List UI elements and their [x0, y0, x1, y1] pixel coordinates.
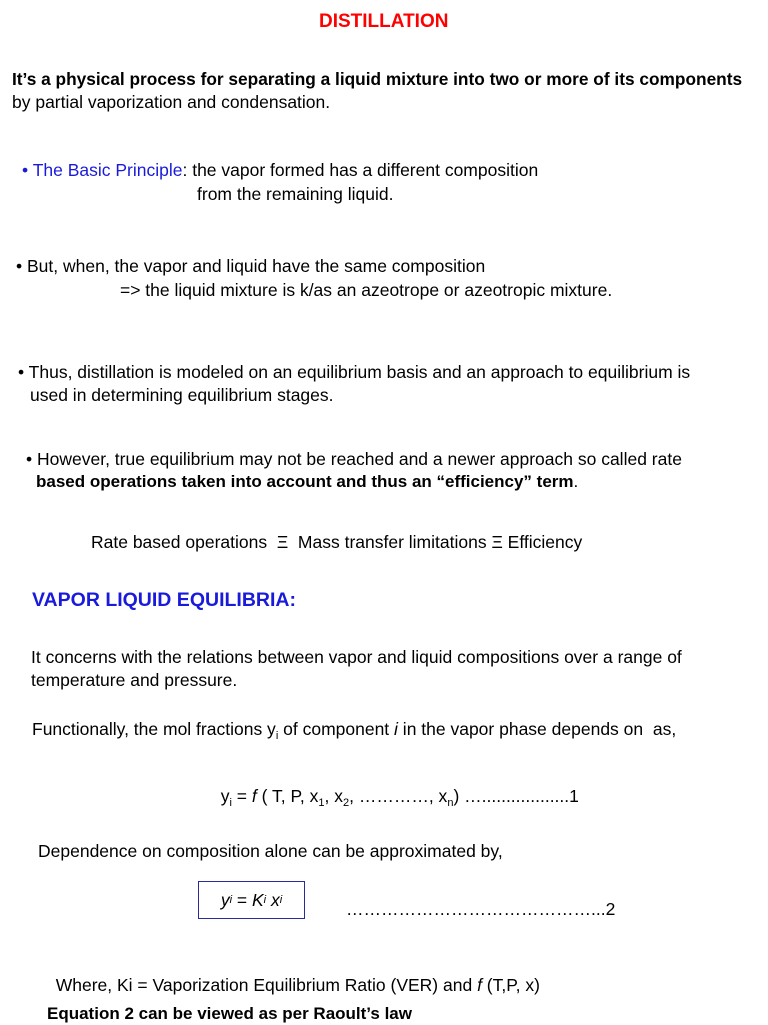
subscript-i: i [275, 730, 279, 742]
where-f: f [477, 975, 482, 995]
vle-heading: VAPOR LIQUID EQUILIBRIA: [32, 589, 296, 611]
azeotrope-line-1: • But, when, the vapor and liquid have the same composition [16, 256, 486, 276]
eq1-args-d: ) …..................1 [453, 786, 579, 806]
intro-line-1: It’s a physical process for separating a liquid mixture into two or more of its components [12, 69, 743, 89]
equilibrium-line-1: • Thus, distillation is modeled on an equilibrium basis and an approach to equilibrium is [18, 362, 691, 382]
eq1-sub-2: 2 [342, 797, 350, 809]
functionally-end: in the vapor phase depends on as, [397, 719, 677, 739]
eq2-k: K [251, 889, 264, 910]
where-end: (T,P, x) [481, 975, 540, 995]
relation-line: Rate based operations Ξ Mass transfer limitations Ξ Efficiency [91, 532, 583, 552]
eq2-y: y [220, 889, 230, 910]
rate-based-line-1: • However, true equilibrium may not be reached and a newer approach so called rate [26, 449, 682, 469]
vle-para-line-2: temperature and pressure. [31, 670, 238, 690]
rate-based-period: . [573, 472, 579, 491]
eq2-equals: = [232, 889, 252, 910]
functionally-mid: of component [278, 719, 395, 739]
rate-based-bold-text: based operations taken into account and thus an “efficiency” term [36, 472, 574, 491]
equation-1 [211, 763, 579, 807]
eq1-f: f [251, 786, 257, 806]
italic-i: i [394, 719, 398, 739]
eq1-sub-1: 1 [318, 797, 325, 809]
functionally-line [32, 718, 676, 740]
eq1-equals: = [231, 786, 252, 806]
bullet-dot: • [22, 160, 29, 180]
where-line [46, 952, 540, 996]
basic-principle-label: The Basic Principle [32, 160, 183, 180]
dependence-line: Dependence on composition alone can be approximated by, [38, 841, 503, 861]
eq1-args-b: , x [324, 786, 343, 806]
eq1-sub-n: n [447, 797, 454, 809]
eq1-sub-i: i [229, 797, 232, 809]
eq1-args-c: , …………, x [349, 786, 448, 806]
eq1-args-a: ( T, P, x [256, 786, 319, 806]
basic-principle-line-1 [22, 159, 538, 181]
equation-2-number: ……………………………………...2 [346, 899, 616, 919]
azeotrope-line-2: => the liquid mixture is k/as an azeotrope or azeotropic mixture. [120, 280, 613, 300]
basic-principle-line-2: from the remaining liquid. [197, 184, 394, 204]
intro-line-2: by partial vaporization and condensation. [12, 92, 331, 112]
page-title: DISTILLATION [319, 11, 449, 32]
functionally-text: Functionally, the mol fractions y [32, 719, 276, 739]
eq1-y: y [220, 786, 230, 806]
raoult-line: Equation 2 can be viewed as per Raoult’s law [47, 1004, 412, 1023]
eq2-x: x [266, 889, 280, 910]
rate-based-line-2 [36, 471, 578, 493]
equilibrium-line-2: used in determining equilibrium stages. [30, 385, 334, 405]
where-text: Where, Ki = Vaporization Equilibrium Ratio (VER) and [55, 975, 478, 995]
equation-2-box: y i = K i x i [198, 881, 305, 919]
basic-principle-text: : the vapor formed has a different composition [182, 160, 539, 180]
vle-para-line-1: It concerns with the relations between vapor and liquid compositions over a range of [31, 647, 682, 667]
